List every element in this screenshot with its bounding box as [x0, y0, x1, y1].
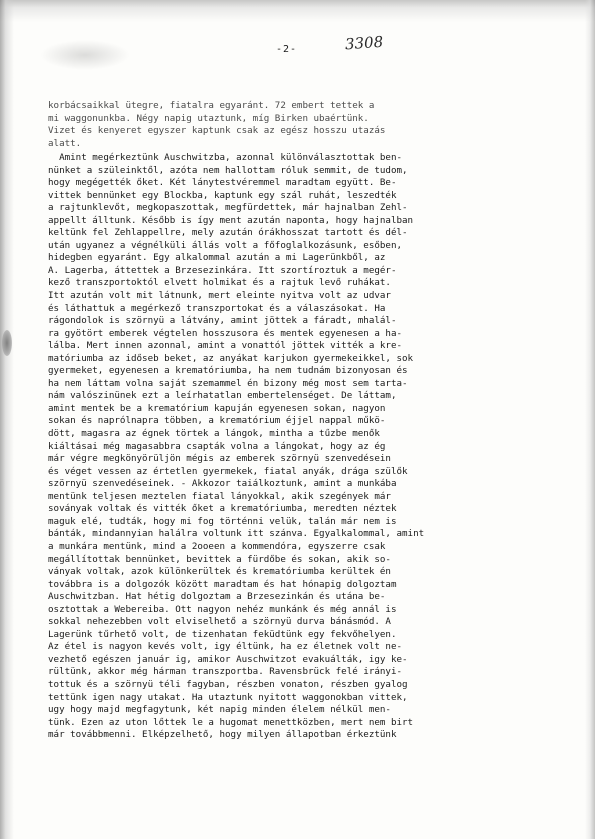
text-line: mi waggonunkba. Négy napig utaztunk, míg Birken ubaértünk. — [48, 112, 369, 124]
text-line: soványak voltak és vitték őket a krematóriumba, meredten néztek — [48, 503, 397, 515]
text-line: sokkal nehezebben volt elviselhető a szörnyü durva bánásmód. A — [48, 616, 391, 628]
text-line: rágondolok is szörnyü a látvány, amint jöttek a fáradt, mhalál- — [48, 315, 397, 327]
text-line: keltünk fel Zehlappellre, mely azután órákhosszat tartott és dél- — [48, 227, 408, 239]
text-line: kező transzportoktól elvett holmikat és a rajtuk levő ruhákat. — [48, 277, 391, 289]
text-line: Itt azután volt mit látnunk, mert eleinte nyitva volt az udvar — [48, 290, 391, 302]
text-line: mentünk teljesen meztelen fiatal lányokkal, akik szegények már — [48, 490, 391, 502]
text-line: kiáltásai még magasabbra csapták volna a lángokat, hogy az ég — [48, 440, 386, 452]
text-line: továbbra is a dolgozók között maradtam és hat hónapig dolgoztam — [48, 578, 397, 590]
text-line: gyermeket, egyenesen a krematóriumba, ha nem tudnám bizonyosan és — [48, 365, 408, 377]
text-line: Lagerünk tűrhető volt, de tizenhatan feküdtünk egy fekvőhelyen. — [48, 628, 397, 640]
page-number: -2- — [276, 44, 298, 55]
scan-shadow-right — [585, 0, 595, 839]
text-line: vezhető egészen január ig, amikor Auschwitzot evakuálták, igy ke- — [48, 653, 408, 665]
punch-hole-mark — [2, 330, 12, 356]
text-line: a rajtunklevőt, megkopaszottak, megfürdettek, már hajnalban Zehl- — [48, 202, 408, 214]
scan-shadow-top — [0, 0, 595, 22]
text-line: ugy hogy majd megfagytunk, két napig minden élelem nélkül men- — [48, 704, 391, 716]
text-line: hogy megégették őket. Két lánytestvéremmel maradtam együtt. Be- — [48, 177, 397, 189]
text-line: már végre megkönyörüljön mégis az emberek szörnyü szenvedésein — [48, 453, 391, 465]
text-line: bánták, mindannyian halálra voltunk itt szánva. Egyalkalommal, amint — [48, 528, 425, 540]
text-line: és láthattuk a megérkező transzportokat és a válaszásokat. Ha — [48, 302, 386, 314]
text-line: Auschwitzban. Hat hétig dolgoztam a Brzesezinkán és utána be- — [48, 591, 386, 603]
text-line: nünket a szüleinktől, azóta nem hallottam róluk semmit, de tudom, — [48, 164, 408, 176]
text-line: sokan és naprólnapra többen, a krematórium éjjel nappal műkö- — [48, 415, 386, 427]
text-line: amint mentek be a krematórium kapuján egyenesen sokan, nagyon — [48, 402, 386, 414]
text-line: vittek bennünket egy Blockba, kaptunk egy szál ruhát, leszedték — [48, 189, 397, 201]
text-line: tünk. Ezen az uton lőttek le a hugomat menettközben, mert nem birt — [48, 716, 414, 728]
text-line: hidegben egyaránt. Egy alkalommal azután a mi Lagerünkből, az — [48, 252, 386, 264]
text-line: lálba. Mert innen azonnal, amint a vonattól jöttek vitték a kre- — [48, 340, 403, 352]
intro-paragraph — [48, 100, 558, 150]
text-line: nám valószinünek ezt a leírhatatlan embertelenséget. De láttam, — [48, 390, 397, 402]
text-line: ra gyötört emberek végtelen hosszusora és mentek egyenesen a ha- — [48, 327, 403, 339]
text-line: szörnyü szenvedéseinek. - Akkozor taiálkoztunk, amint a munkába — [48, 478, 397, 490]
text-line: rültünk, akkor még hárman transzportba. Ravensbrück felé irányi- — [48, 666, 403, 678]
text-line: Amint megérkeztünk Auschwitzba, azonnal különválasztottak ben- — [48, 152, 403, 163]
text-line: tettünk igen nagy utakat. Ha utaztunk nyitott waggonokban vittek, — [48, 691, 408, 703]
text-line: maguk elé, tudták, hogy mi fog történni velük, talán már nem is — [48, 515, 397, 527]
text-line: és véget vessen az értetlen gyermekek, fiatal anyák, drága szülők — [48, 465, 408, 477]
text-line: A. Lagerba, áttettek a Brzesezinkára. Itt szortíroztuk a megér- — [48, 264, 397, 276]
text-line: ványak voltak, azok különkerültek és krematóriumba kerültek én — [48, 566, 391, 578]
main-paragraph — [48, 152, 558, 742]
scan-smudge — [40, 40, 130, 70]
text-line: a munkára mentünk, mind a 2ooeen a kommendóra, egyszerre csak — [48, 540, 386, 552]
scan-shadow-left — [0, 0, 14, 839]
text-line: appellt álltunk. Később is így ment azután naponta, hogy hajnalban — [48, 214, 414, 226]
text-line: matóriumba az időseb beket, az anyákat karjukon gyermekeikkel, sok — [48, 352, 414, 364]
text-line: Vizet és kenyeret egyszer kaptunk csak az egész hosszu utazás — [48, 125, 386, 137]
text-line: korbácsaikkal ütegre, fiatalra egyaránt. 72 embert tettek a — [48, 100, 375, 111]
handwritten-archive-number: 3308 — [344, 32, 384, 54]
text-line: tottuk és a szörnyü téli fagyban, részben vonaton, részben gyalog — [48, 678, 408, 690]
text-line: dött, magasra az égnek törtek a lángok, mintha a tűzbe menők — [48, 428, 380, 440]
text-line: osztottak a Webereiba. Ott nagyon nehéz munkánk és még annál is — [48, 603, 397, 615]
text-line: Az étel is nagyon kevés volt, igy éltünk, ha ez életnek volt ne- — [48, 641, 403, 653]
text-line: után ugyanez a végnélküli állás volt a főfoglalkozásunk, esőben, — [48, 239, 403, 251]
text-line: alatt. — [48, 137, 82, 149]
text-line: már továbbmenni. Elképzelhető, hogy milyen állapotban érkeztünk — [48, 729, 397, 741]
text-line: megállítottak bennünket, bevittek a fürdőbe és sokan, akik so- — [48, 553, 391, 565]
text-line: ha nem láttam volna saját szemammel én bizony még most sem tarta- — [48, 377, 408, 389]
